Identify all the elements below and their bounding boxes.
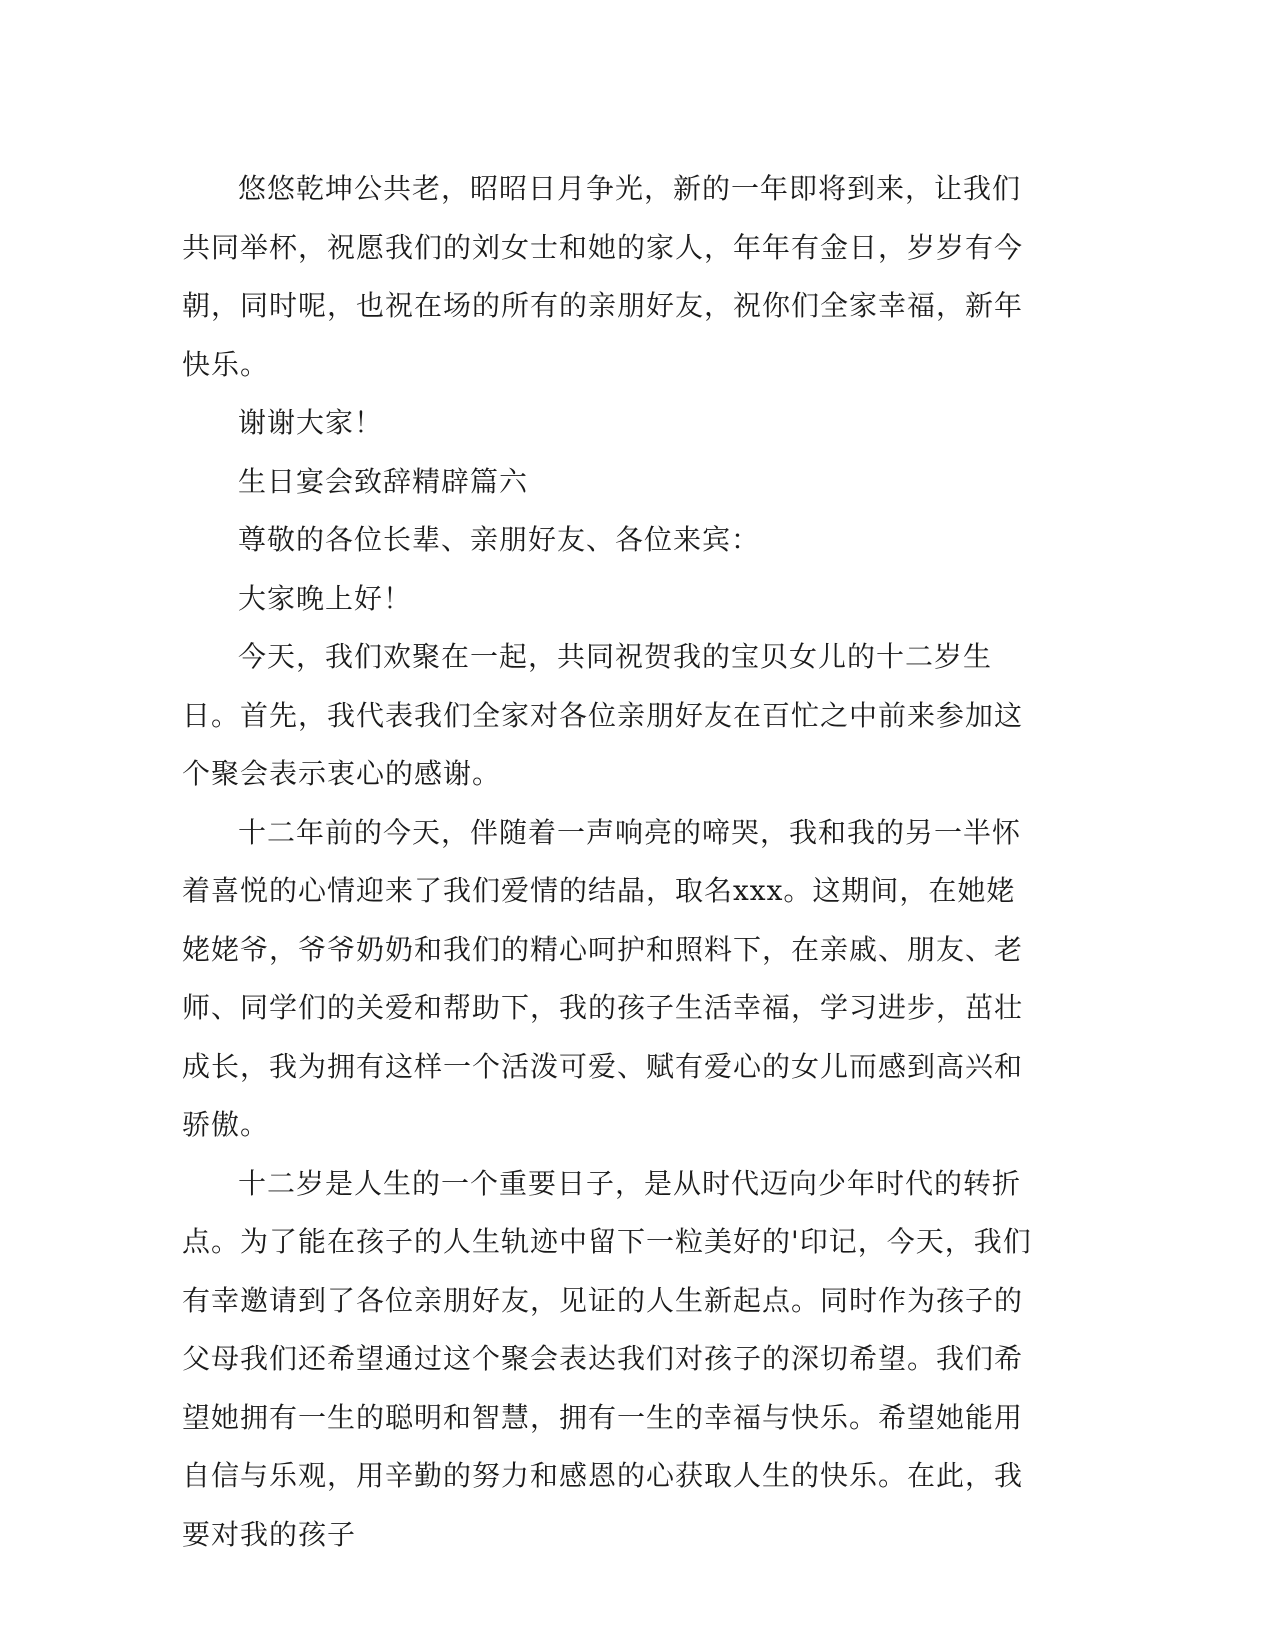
paragraph-salutation: 尊敬的各位长辈、亲朋好友、各位来宾： — [238, 523, 761, 556]
paragraph-new-year-toast: 悠悠乾坤公共老，昭昭日月争光，新的一年即将到来，让我们共同举杯，祝愿我们的刘女士和她的家人，年年有金日，岁岁有今朝，同时呢，也祝在场的所有的亲朋好友，祝你们全家幸福，新年快乐。 — [182, 172, 1024, 381]
paragraph-greeting: 大家晚上好！ — [238, 581, 413, 615]
paragraph-opening: 今天，我们欢聚在一起，共同祝贺我的宝贝女儿的十二岁生日。首先，我代表我们全家对各位亲朋好友在百忙之中前来参加这个聚会表示衷心的感谢。 — [182, 640, 1024, 790]
section-heading: 生日宴会致辞精辟篇六 — [238, 464, 529, 498]
paragraph-turning-point: 十二岁是人生的一个重要日子，是从时代迈向少年时代的转折点。为了能在孩子的人生轨迹中留下一粒美好的'印记，今天，我们有幸邀请到了各位亲朋好友，见证的人生新起点。同时作为孩子的父母我们还希望通过这个聚会表达我们对孩子的深切希望。我们希望她拥有一生的聪明和智慧，拥有一生的幸福与快乐。希望她能用自信与乐观，用辛勤的努力和感恩的心获取人生的快乐。在此，我要对我的孩子 — [182, 1166, 1032, 1551]
document-body — [182, 160, 1042, 1564]
paragraph-thanks: 谢谢大家！ — [238, 406, 384, 439]
paragraph-twelve-years-ago: 十二年前的今天，伴随着一声响亮的啼哭，我和我的另一半怀着喜悦的心情迎来了我们爱情的结晶，取名xxx。这期间，在她姥姥姥爷，爷爷奶奶和我们的精心呵护和照料下，在亲戚、朋友、老师、同学们的关爱和帮助下，我的孩子生活幸福，学习进步，茁壮成长，我为拥有这样一个活泼可爱、赋有爱心的女儿而感到高兴和骄傲。 — [182, 815, 1024, 1141]
